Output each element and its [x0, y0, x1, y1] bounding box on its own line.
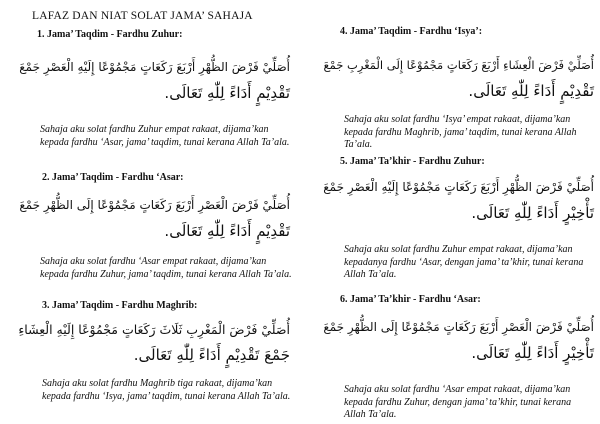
section-heading: 2. Jama’ Taqdim - Fardhu ‘Asar: — [42, 172, 184, 183]
arabic-text-line: أُصَلِّيْ فَرْضَ الْعَصْرِ أَرْبَعَ رَكَعَاتٍ مَجْمُوْعًا إِلَى الظُّهْرِ جَمْعَ — [323, 320, 594, 334]
translation-text: Sahaja aku solat fardhu Zuhur empat rakaat, dijama’kan kepadanya fardhu ‘Asar, dengan jama’ ta’khir, tunai kerana Allah Ta’ala. — [344, 244, 584, 280]
arabic-text-line: تَقْدِيْمٍ أَدَاءً لِلّٰهِ تَعَالَى. — [164, 84, 290, 102]
translation-text: Sahaja aku solat fardhu Maghrib tiga rakaat, dijama’kan kepada fardhu ‘Isya, jama’ taqdim, tunai kerana Allah Ta’ala. — [42, 378, 291, 402]
arabic-text-line: تَأْخِيْرٍ أَدَاءً لِلّٰهِ تَعَالَى. — [471, 204, 594, 222]
section-heading: 5. Jama’ Ta’khir - Fardhu Zuhur: — [340, 156, 485, 167]
section-heading: 4. Jama’ Taqdim - Fardhu ‘Isya’: — [340, 26, 483, 37]
section-heading: 6. Jama’ Ta’khir - Fardhu ‘Asar: — [340, 294, 481, 305]
arabic-text-line: جَمْعَ تَقْدِيْمٍ أَدَاءً لِلّٰهِ تَعَالَى. — [133, 346, 290, 364]
arabic-text-line: أُصَلِّيْ فَرْضَ الْعِشَاءِ أَرْبَعَ رَكَعَاتٍ مَجْمُوْعًا إِلَى الْمَغْرِبِ جَمْعَ — [323, 58, 594, 72]
translation-text: Sahaja aku solat fardhu ‘Asar empat rakaat, dijama’kan kepada fardhu Zuhur, jama’ taqdim, tunai kerana Allah Ta’ala. — [40, 256, 292, 280]
translation-text: Sahaja aku solat fardhu Zuhur empat rakaat, dijama’kan kepada fardhu ‘Asar, jama’ taqdim, tunai kerana Allah Ta’ala. — [40, 124, 290, 148]
arabic-text-line: تَقْدِيْمٍ أَدَاءً لِلّٰهِ تَعَالَى. — [468, 82, 594, 100]
page-title: LAFAZ DAN NIAT SOLAT JAMA’ SAHAJA — [32, 10, 253, 22]
section-heading: 3. Jama’ Taqdim - Fardhu Maghrib: — [42, 300, 198, 311]
translation-text: Sahaja aku solat fardhu ‘Isya’ empat rakaat, dijama’kan kepada fardhu Maghrib, jama’ taqdim, tunai kerana Allah Ta’ala. — [344, 114, 577, 150]
arabic-text-line: تَقْدِيْمٍ أَدَاءً لِلّٰهِ تَعَالَى. — [164, 222, 290, 240]
section-heading: 1. Jama’ Taqdim - Fardhu Zuhur: — [37, 29, 183, 40]
arabic-text-line: تَأْخِيْرٍ أَدَاءً لِلّٰهِ تَعَالَى. — [471, 344, 594, 362]
arabic-text-line: أُصَلِّيْ فَرْضَ الْمَغْرِبِ ثَلَاثَ رَكَعَاتٍ مَجْمُوْعًا إِلَيْهِ الْعِشَاءِ — [18, 322, 290, 337]
translation-text: Sahaja aku solat fardhu ‘Asar empat rakaat, dijama’kan kepada fardhu Zuhur, dengan jama’ ta’khir, tunai kerana Allah Ta’ala. — [344, 384, 572, 420]
arabic-text-line: أُصَلِّيْ فَرْضَ الظُّهْرِ أَرْبَعَ رَكَعَاتٍ مَجْمُوْعًا إِلَيْهِ الْعَصْرِ جَمْعَ — [323, 180, 594, 194]
arabic-text-line: أُصَلِّيْ فَرْضَ الْعَصْرِ أَرْبَعَ رَكَعَاتٍ مَجْمُوْعًا إِلَى الظُّهْرِ جَمْعَ — [19, 198, 290, 212]
arabic-text-line: أُصَلِّيْ فَرْضَ الظُّهْرِ أَرْبَعَ رَكَعَاتٍ مَجْمُوْعًا إِلَيْهِ الْعَصْرِ جَمْعَ — [19, 60, 290, 74]
